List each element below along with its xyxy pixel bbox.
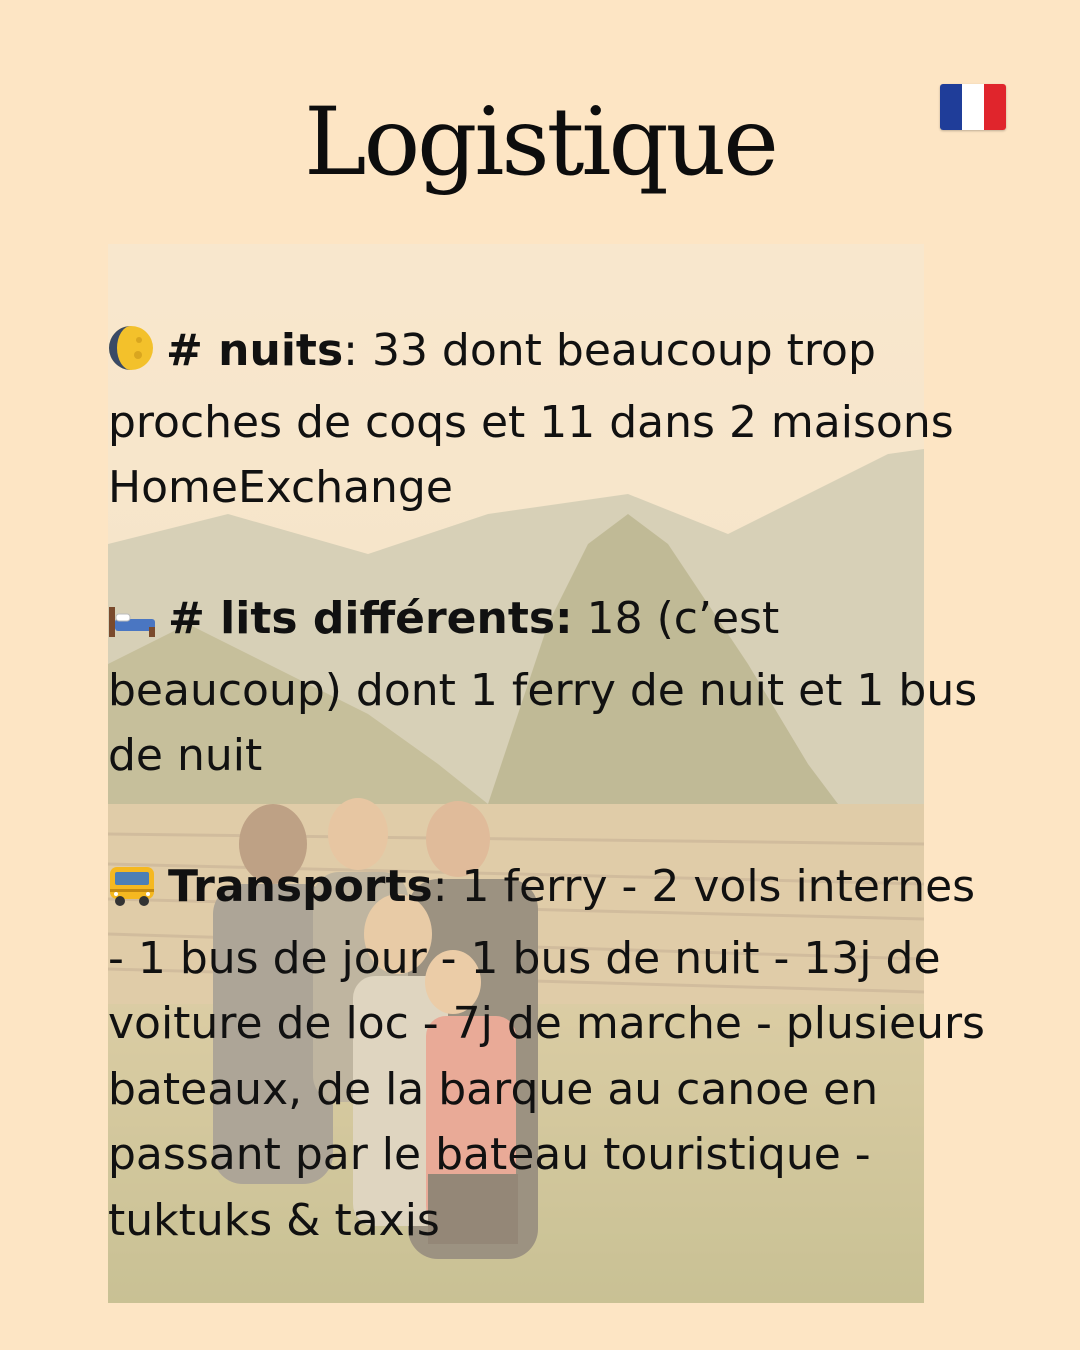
stat-label: # nuits	[166, 325, 344, 376]
stat-label: # lits différents:	[168, 593, 573, 644]
stat-label: Transports	[168, 861, 433, 912]
bed-icon	[108, 592, 156, 658]
bus-icon	[108, 860, 156, 926]
stat-text: 18 (c’est beaucoup) dont 1 ferry de nuit et 1 bus de nuit	[108, 593, 978, 781]
france-flag-icon	[940, 84, 1006, 130]
stat-text: : 1 ferry - 2 vols internes - 1 bus de jour - 1 bus de nuit - 13j de voiture de loc - 7j de marche - plusieurs bateaux, de la barque au canoe en passant par le bateau touristique - tuktuks & taxis	[108, 861, 985, 1246]
moon-icon	[108, 324, 154, 390]
stat-text: : 33 dont beaucoup trop proches de coqs et 11 dans 2 maisons HomeExchange	[108, 325, 954, 513]
page-title: Logistique	[304, 88, 776, 197]
stat-beds	[108, 586, 988, 789]
stat-transports	[108, 854, 988, 1253]
stats-list	[108, 318, 988, 1319]
stat-nights	[108, 318, 988, 521]
